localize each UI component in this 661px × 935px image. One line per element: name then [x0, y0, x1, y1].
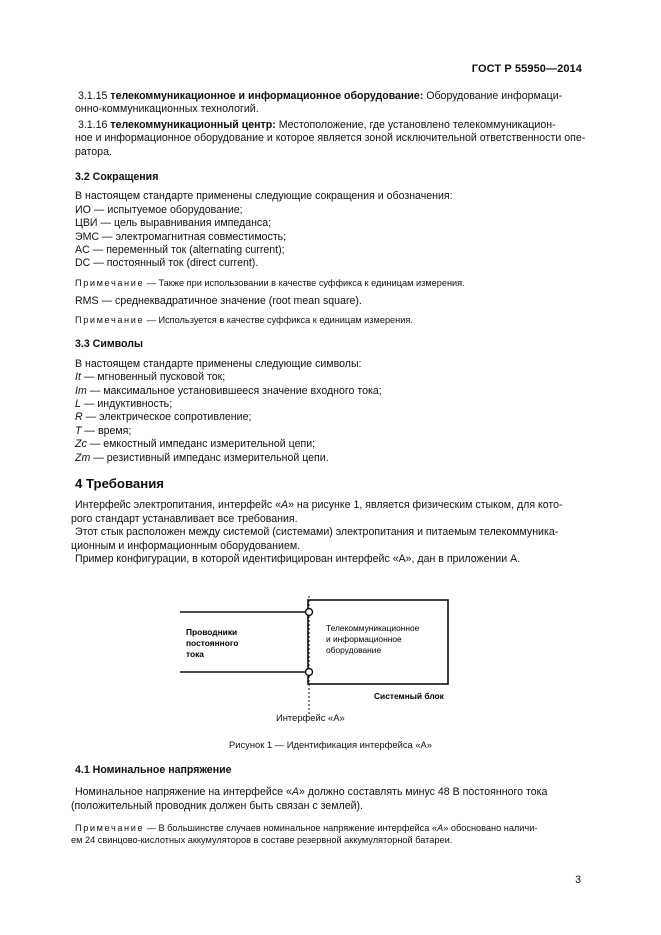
terminal-bottom [306, 669, 313, 676]
nominal-voltage-paragraph [75, 786, 583, 799]
section-title-symbols: 3.3 Символы [75, 338, 144, 351]
figure-1 [178, 596, 453, 719]
note-2 [75, 314, 583, 326]
requirements-paragraph-1-cont: рого стандарт устанавливает все требования. [71, 512, 298, 525]
symbol-item [75, 411, 583, 424]
section-title-nominal-voltage: 4.1 Номинальное напряжение [75, 764, 232, 776]
abbreviation-item: DC — постоянный ток (direct current). [75, 257, 259, 270]
requirements-paragraph-2-cont: ционным и информационным оборудованием. [71, 539, 301, 552]
symbol: L [75, 397, 81, 410]
interface-diagram [178, 596, 453, 714]
section-title-abbreviations: 3.2 Сокращения [75, 171, 159, 184]
symbol-item [75, 371, 583, 384]
abbreviation-item: ЭМС — электромагнитная совместимость; [75, 230, 287, 243]
interface-symbol: А [437, 823, 444, 834]
symbol-text: — емкостный импеданс измерительной цепи; [86, 438, 316, 451]
symbol: T [75, 424, 82, 437]
symbol: Zm [75, 451, 91, 464]
abbreviation-item: AC — переменный ток (alternating current); [75, 244, 285, 257]
abbreviation-item: ЦВИ — цель выравнивания импеданса; [75, 217, 272, 230]
symbol-text: — электрическое сопротивление; [82, 411, 252, 424]
text: Интерфейс электропитания, интерфейс « [75, 499, 281, 512]
note-text: — Также при использовании в качестве суффикса к единицам измерения. [144, 277, 465, 288]
document-body [71, 90, 586, 566]
figure-caption: Рисунок 1 — Идентификация интерфейса «А» [228, 739, 433, 750]
interface-symbol: А [281, 499, 289, 512]
note-label: Примечание [75, 277, 145, 288]
document-header: ГОСТ Р 55950—2014 [471, 63, 582, 75]
terminal-top [306, 609, 313, 616]
note-text: — В большинстве случаев номинальное напряжение интерфейса « [144, 823, 438, 834]
definition-text: Оборудование информаци- [426, 90, 563, 102]
symbol-text: — резистивный импеданс измерительной цепи. [90, 451, 329, 464]
equipment-label: Телекоммуникационное [326, 623, 420, 633]
symbol-text: — максимальное установившееся значение входного тока; [86, 384, 382, 397]
note-3 [75, 822, 583, 834]
abbreviations-intro: В настоящем стандарте применены следующие сокращения и обозначения: [75, 190, 453, 203]
section-4-1 [71, 764, 583, 846]
symbol-text: — время; [81, 424, 132, 437]
definition-3-1-15 [75, 90, 583, 103]
definition-3-1-16 [75, 119, 583, 132]
nominal-voltage-paragraph-cont: (положительный проводник должен быть связан с землей). [71, 799, 364, 812]
symbol: Im [75, 384, 87, 397]
conductor-label: тока [186, 649, 204, 659]
abbreviation-rms: RMS — среднеквадратичное значение (root mean square). [75, 294, 362, 307]
interface-symbol: А [291, 786, 299, 799]
abbreviation-item: ИО — испытуемое оборудование; [75, 203, 243, 216]
note-label: Примечание [75, 315, 145, 326]
term: телекоммуникационное и информационное оборудование: [110, 90, 424, 102]
clause-number: 3.1.16 [77, 118, 108, 131]
system-block-label: Системный блок [374, 691, 444, 701]
symbol-item [75, 438, 583, 451]
symbol-item [75, 398, 583, 411]
note-text: — Используется в качестве суффикса к единицам измерения. [144, 315, 413, 326]
section-title-requirements: 4 Требования [75, 475, 165, 491]
symbol-text: — мгновенный пусковой ток; [80, 371, 226, 384]
requirements-paragraph-2: Этот стык расположен между системой (системами) электропитания и питаемым телекоммуника- [75, 526, 559, 539]
text: » на рисунке 1, является физическим стыком, для кото- [288, 499, 563, 512]
definition-text: Местоположение, где установлено телекоммуникацион- [278, 118, 556, 131]
symbols-intro: В настоящем стандарте применены следующие символы: [75, 357, 362, 370]
page-number: 3 [575, 874, 581, 886]
symbol-text: — индуктивность; [80, 397, 173, 410]
symbol-item [75, 452, 583, 465]
symbol: It [75, 371, 81, 384]
note-label: Примечание [75, 823, 145, 834]
symbol: R [75, 411, 83, 424]
symbol: Zc [75, 438, 87, 451]
conductor-label: Проводники [186, 627, 238, 637]
requirements-paragraph-3: Пример конфигурации, в которой идентифицирован интерфейс «А», дан в приложении А. [75, 552, 521, 565]
text: Номинальное напряжение на интерфейсе « [75, 786, 292, 799]
note-1 [75, 277, 583, 289]
note-3-cont: ем 24 свинцово-кислотных аккумуляторов в составе резервной аккумуляторной батареи. [71, 835, 453, 846]
definition-3-1-15-cont: онно-коммуникационных технологий. [75, 103, 259, 116]
clause-number: 3.1.15 [77, 90, 108, 102]
definition-3-1-16-cont: ное и информационное оборудование и которое является зоной исключительной ответственности опе- [75, 132, 586, 145]
interface-label: Интерфейс «А» [276, 712, 345, 723]
equipment-label: оборудование [326, 645, 382, 655]
term: телекоммуникационный центр: [110, 118, 276, 131]
equipment-label: и информационное [326, 634, 402, 644]
text: » должно составлять минус 48 В постоянного тока [298, 786, 548, 799]
requirements-paragraph-1 [75, 499, 583, 512]
definition-3-1-16-cont2: ратора. [75, 145, 112, 158]
conductor-label: постоянного [186, 638, 239, 648]
note-text: » обосновано наличи- [443, 823, 538, 834]
symbol-item [75, 385, 583, 398]
symbol-item [75, 425, 583, 438]
